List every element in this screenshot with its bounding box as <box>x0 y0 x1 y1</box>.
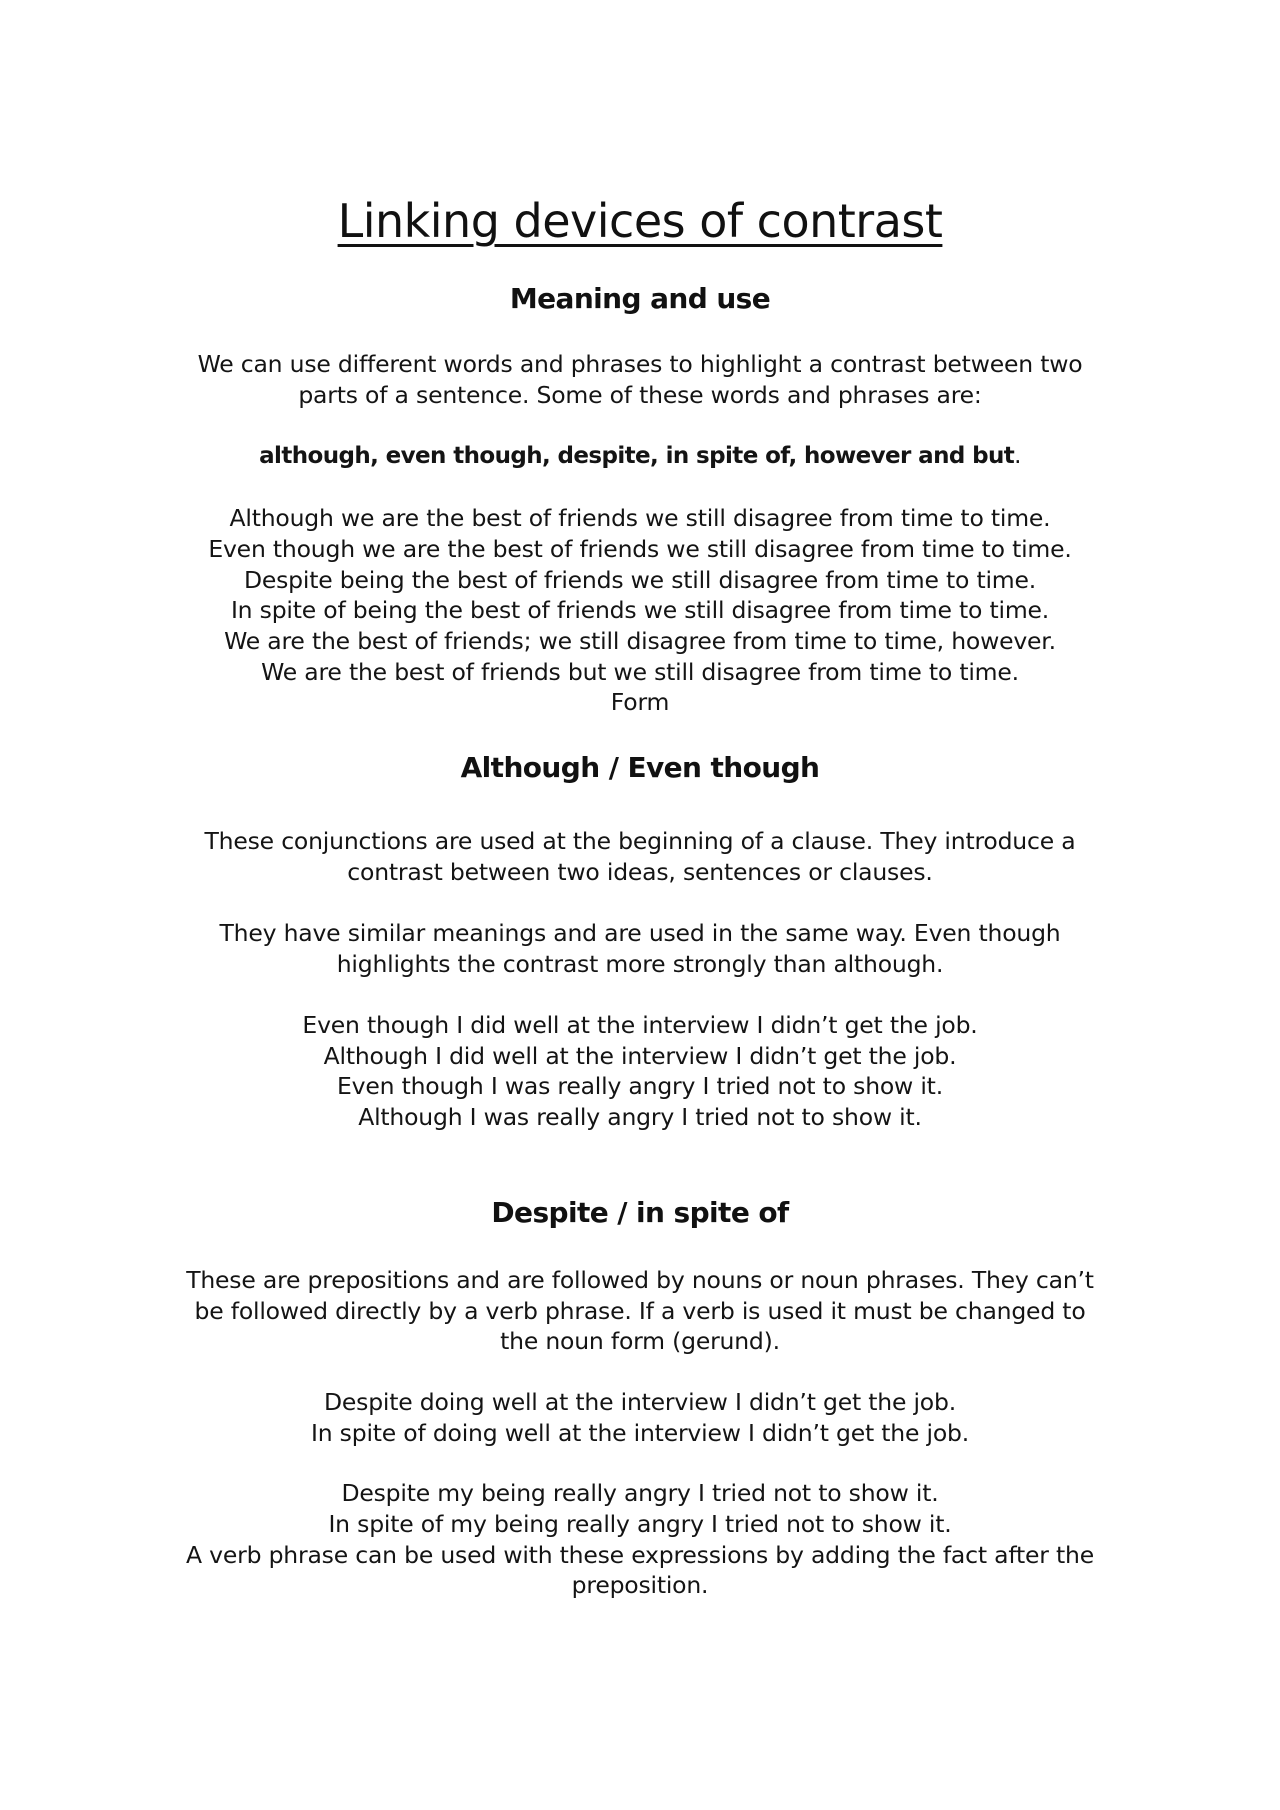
paragraph-line: be followed directly by a verb phrase. If a verb is used it must be changed to <box>194 1297 1086 1325</box>
paragraph-line: highlights the contrast more strongly than although. <box>336 950 944 978</box>
example-line: Even though I did well at the interview I didn’t get the job. <box>302 1011 978 1039</box>
example-line: Although I did well at the interview I didn’t get the job. <box>323 1042 957 1070</box>
paragraph-line: These are prepositions and are followed by nouns or noun phrases. They can’t <box>186 1266 1094 1294</box>
section-heading-meaning-and-use: Meaning and use <box>509 282 771 315</box>
example-line: Although I was really angry I tried not to show it. <box>358 1103 922 1131</box>
example-line: Despite doing well at the interview I didn’t get the job. <box>324 1388 956 1416</box>
example-line: Even though we are the best of friends we still disagree from time to time. <box>208 535 1072 563</box>
example-line: Despite being the best of friends we still disagree from time to time. <box>243 566 1037 594</box>
section-heading-although-even-though: Although / Even though <box>460 751 820 784</box>
example-line: In spite of my being really angry I tried not to show it. <box>328 1510 952 1538</box>
example-line: Although we are the best of friends we still disagree from time to time. <box>229 504 1051 532</box>
example-line: In spite of doing well at the interview I didn’t get the job. <box>310 1419 970 1447</box>
example-line: Even though I was really angry I tried not to show it. <box>337 1072 943 1100</box>
paragraph-line: the noun form (gerund). <box>500 1327 780 1355</box>
example-line: We are the best of friends but we still disagree from time to time. <box>261 658 1019 686</box>
note-line: A verb phrase can be used with these expressions by adding the fact after the <box>186 1541 1094 1569</box>
paragraph-line: These conjunctions are used at the beginning of a clause. They introduce a <box>204 827 1076 855</box>
keywords-suffix: . <box>1014 443 1021 469</box>
section-heading-despite-in-spite-of: Despite / in spite of <box>491 1196 789 1229</box>
intro-line-2: parts of a sentence. Some of these words and phrases are: <box>298 381 982 409</box>
paragraph-line: contrast between two ideas, sentences or clauses. <box>347 858 933 886</box>
example-line: We are the best of friends; we still disagree from time to time, however. <box>224 627 1056 655</box>
example-line: Despite my being really angry I tried not to show it. <box>341 1479 939 1507</box>
keywords-line <box>0 441 1280 471</box>
form-label: Form <box>610 688 670 716</box>
intro-line-1: We can use different words and phrases to highlight a contrast between two <box>197 350 1083 378</box>
paragraph-line: They have similar meanings and are used in the same way. Even though <box>219 919 1061 947</box>
page-title: Linking devices of contrast <box>337 194 943 248</box>
note-line: preposition. <box>571 1571 709 1599</box>
example-line: In spite of being the best of friends we still disagree from time to time. <box>230 596 1050 624</box>
keywords-text: although, even though, despite, in spite of, however and but <box>259 443 1015 469</box>
